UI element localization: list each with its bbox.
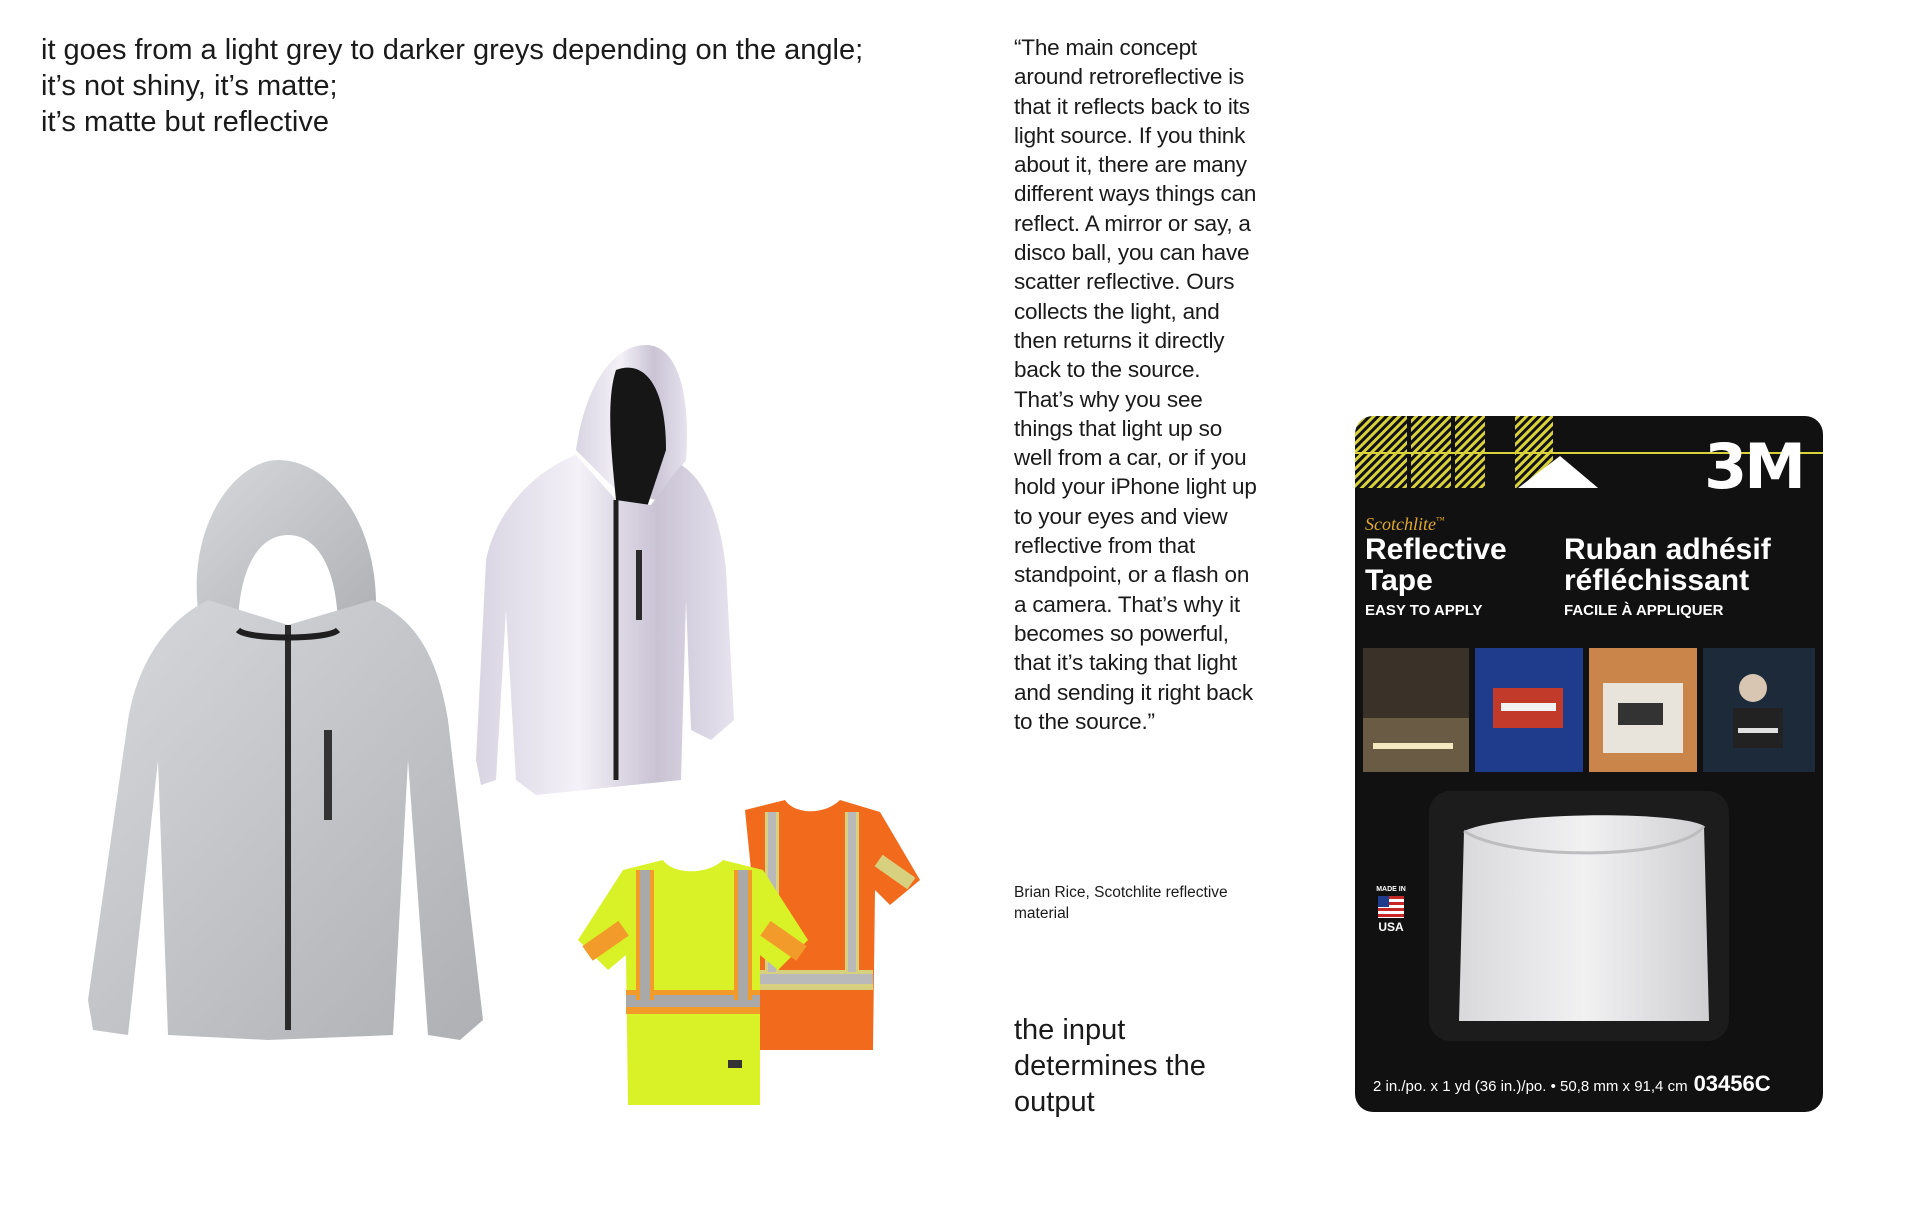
dimensions-text: 2 in./po. x 1 yd (36 in.)/po. • 50,8 mm x 91,4 cm	[1373, 1078, 1688, 1095]
product-code: 03456C	[1693, 1071, 1771, 1096]
subtitle-english: EASY TO APPLY	[1365, 602, 1483, 619]
scotchlite-label	[1365, 514, 1445, 535]
us-flag-icon	[1378, 896, 1404, 918]
scotchlite-text: Scotchlite	[1365, 514, 1436, 534]
subtitle-french: FACILE À APPLIQUER	[1564, 602, 1724, 619]
package-footer	[1373, 1071, 1771, 1097]
intro-line-3: it’s matte but reflective	[41, 106, 329, 138]
reflective-tape-package	[1355, 416, 1823, 1112]
closing-statement: the input determines the output	[1014, 1014, 1206, 1118]
usage-photos	[1363, 648, 1815, 772]
made-in-text: MADE IN	[1376, 886, 1406, 893]
intro-line-1: it goes from a light grey to darker greys depending on the angle;	[41, 34, 864, 66]
usa-text: USA	[1378, 920, 1404, 934]
intro-text	[41, 32, 863, 140]
tape-roll-window	[1429, 791, 1729, 1041]
reflective-jacket-grey-image	[88, 460, 488, 1060]
title-french: Ruban adhésif réfléchissant	[1564, 533, 1771, 597]
trademark: ™	[1435, 515, 1445, 525]
made-in-usa	[1375, 886, 1407, 933]
brand-logo: 3M	[1704, 430, 1803, 503]
quote-text: “The main concept around retroreflective is that it reflects back to its light source. If you think about it, there are many different ways things can reflect. A mirror or say, a disco ball, you can have scatter reflective. Ours collects the light, and then returns it directly back to the source. That’s why you see things that light up so well from a car, or if you hold your iPhone light up to your eyes and view reflective from that standpoint, or a flash on a camera. That’s why it becomes so powerful, that it’s taking that light and sending it right back to the source.”	[1014, 35, 1257, 734]
intro-line-2: it’s not shiny, it’s matte;	[41, 70, 338, 102]
quote-attribution: Brian Rice, Scotchlite reflective material	[1014, 884, 1228, 922]
hi-vis-shirt-yellow-image	[578, 860, 808, 1110]
reflective-jacket-lit-image	[476, 340, 736, 800]
title-english: Reflective Tape	[1365, 533, 1507, 597]
